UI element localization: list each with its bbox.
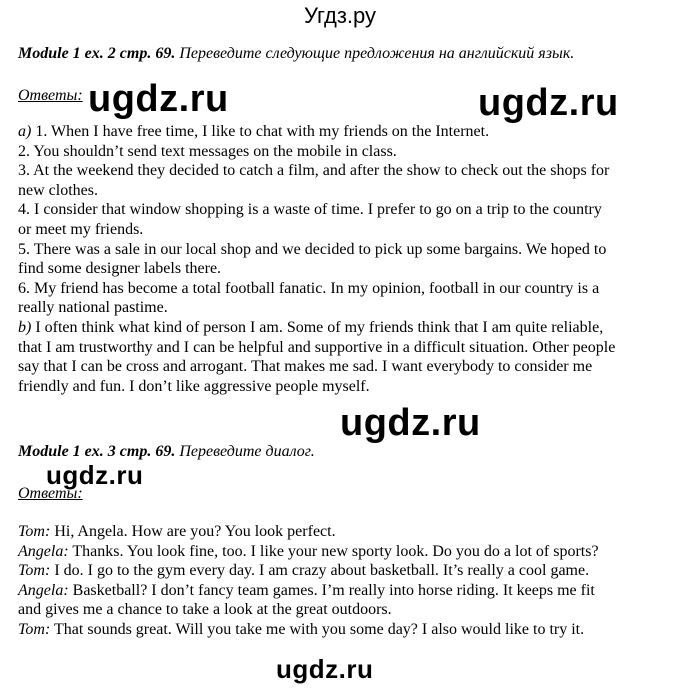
text-line	[18, 220, 143, 240]
line-text: really national pastime.	[18, 299, 168, 317]
line-prefix: a)	[18, 123, 32, 140]
ex2-heading	[18, 44, 574, 64]
text-line	[18, 279, 599, 299]
ex2-heading-label: Module 1 ex. 2 стр. 69.	[18, 45, 176, 62]
text-line	[18, 357, 592, 377]
watermark: ugdz.ru	[478, 82, 619, 124]
line-text: 4. I consider that window shopping is a waste of time. I prefer to go on a trip to the country	[18, 201, 602, 219]
ex2-heading-text: Переведите следующие предложения на английский язык.	[175, 45, 575, 62]
line-text: Thanks. You look fine, too. I like your new sporty look. Do you do a lot of sports?	[68, 542, 599, 560]
text-line	[18, 522, 336, 542]
watermark: ugdz.ru	[340, 402, 481, 444]
watermark: ugdz.ru	[276, 654, 374, 684]
line-text: Basketball? I don’t fancy team games. I’m really into horse riding. It keeps me fit	[68, 581, 595, 599]
text-line	[18, 318, 603, 338]
line-text: find some designer labels there.	[18, 260, 222, 278]
line-text: 2. You shouldn’t send text messages on the mobile in class.	[18, 142, 397, 160]
text-line	[18, 542, 599, 562]
text-line	[18, 142, 397, 162]
ex2-answers-label: Ответы:	[18, 87, 83, 104]
line-text: that I am trustworthy and I can be helpful and supportive in a difficult situation. Other people	[18, 338, 616, 356]
text-line	[18, 338, 615, 358]
text-line	[18, 581, 595, 601]
text-line	[18, 161, 609, 181]
line-text: or meet my friends.	[18, 221, 144, 238]
ex3-heading-label: Module 1 ex. 3 стр. 69.	[18, 443, 176, 460]
line-text: I often think what kind of person I am. Some of my friends think that I am quite reliable,	[31, 319, 604, 336]
text-line	[18, 620, 584, 640]
line-prefix: Angela:	[18, 581, 69, 599]
text-line	[18, 561, 589, 581]
line-text: new clothes.	[18, 181, 98, 199]
line-text: 1. When I have free time, I like to chat with my friends on the Internet.	[31, 123, 490, 140]
line-prefix: Tom:	[18, 562, 51, 580]
line-text: That sounds great. Will you take me with you some day? I also would like to try it.	[50, 621, 585, 638]
line-text: friendly and fun. I don’t like aggressive people myself.	[18, 377, 370, 395]
site-title: Угдз.ру	[303, 3, 377, 28]
text-line	[18, 298, 168, 318]
watermark: ugdz.ru	[88, 78, 229, 120]
text-line	[18, 259, 221, 279]
ex3-heading-text: Переведите диалог.	[175, 443, 315, 460]
text-line	[18, 600, 392, 620]
ex3-heading	[18, 442, 315, 462]
text-line	[18, 181, 98, 201]
text-line	[18, 240, 606, 260]
line-text: and gives me a chance to take a look at the great outdoors.	[18, 601, 392, 619]
line-text: say that I can be cross and arrogant. That makes me sad. I want everybody to consider me	[18, 358, 593, 376]
watermark: ugdz.ru	[46, 460, 144, 490]
line-text: 5. There was a sale in our local shop and we decided to pick up some bargains. We hoped to	[18, 240, 607, 258]
text-line	[18, 122, 489, 142]
line-text: Hi, Angela. How are you? You look perfect.	[50, 523, 336, 540]
line-prefix: Tom:	[18, 621, 51, 638]
line-prefix: b)	[18, 319, 32, 336]
text-line	[18, 377, 370, 397]
text-line	[18, 200, 602, 220]
line-text: 6. My friend has become a total football fanatic. In my opinion, football in our country is a	[18, 279, 600, 297]
line-text: I do. I go to the gym every day. I am crazy about basketball. It’s really a cool game.	[50, 562, 590, 580]
line-text: 3. At the weekend they decided to catch a film, and after the show to check out the shops for	[18, 162, 610, 180]
ex3-answers-label: Ответы:	[18, 485, 83, 502]
line-prefix: Tom:	[18, 523, 51, 540]
line-prefix: Angela:	[18, 542, 69, 560]
